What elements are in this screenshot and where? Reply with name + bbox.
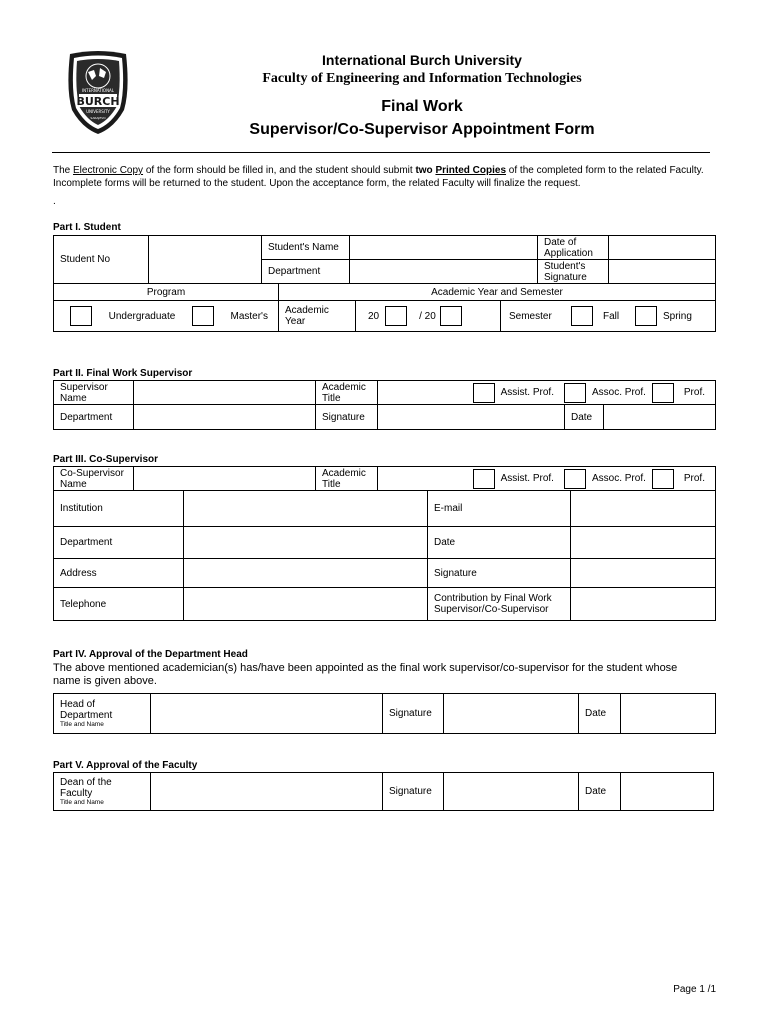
sup-prof-checkbox[interactable] bbox=[652, 383, 674, 403]
undergraduate-checkbox[interactable] bbox=[70, 306, 92, 326]
supervisor-department-field[interactable] bbox=[134, 405, 316, 430]
address-field[interactable] bbox=[184, 559, 428, 588]
dean-signature-field[interactable] bbox=[444, 773, 579, 811]
undergraduate-label: Undergraduate bbox=[108, 310, 176, 322]
cosup-prof-label: Prof. bbox=[683, 473, 705, 484]
head-signature-label: Signature bbox=[383, 694, 444, 734]
student-table bbox=[53, 235, 716, 284]
students-name-label: Student's Name bbox=[262, 236, 350, 260]
institution-label: Institution bbox=[54, 491, 184, 527]
dean-date-label: Date bbox=[579, 773, 621, 811]
supervisor-title-label: Academic Title bbox=[316, 381, 378, 405]
date-of-application-label: Date of Application bbox=[538, 236, 609, 260]
head-date-label: Date bbox=[579, 694, 621, 734]
cosupervisor-name-field[interactable] bbox=[134, 467, 316, 491]
cosup-assist-prof-label: Assist. Prof. bbox=[500, 473, 554, 484]
faculty-dean-table bbox=[53, 772, 714, 811]
form-title: Final Work bbox=[381, 98, 463, 115]
student-signature-field[interactable] bbox=[609, 260, 716, 284]
contribution-field[interactable] bbox=[571, 588, 716, 621]
year-start-field[interactable] bbox=[385, 306, 407, 326]
part2-heading: Part II. Final Work Supervisor bbox=[53, 368, 193, 379]
email-field[interactable] bbox=[571, 491, 716, 527]
supervisor-signature-label: Signature bbox=[316, 405, 378, 430]
university-name: International Burch University bbox=[322, 52, 522, 68]
supervisor-table bbox=[53, 380, 716, 430]
semester-label: Semester bbox=[509, 310, 552, 322]
cosup-assoc-prof-checkbox[interactable] bbox=[564, 469, 586, 489]
masters-checkbox[interactable] bbox=[192, 306, 214, 326]
year-prefix-1: 20 bbox=[368, 310, 380, 322]
dean-date-field[interactable] bbox=[621, 773, 714, 811]
spring-label: Spring bbox=[663, 310, 692, 322]
cosup-department-field[interactable] bbox=[184, 527, 428, 559]
year-end-field[interactable] bbox=[440, 306, 462, 326]
head-date-field[interactable] bbox=[621, 694, 716, 734]
supervisor-department-label: Department bbox=[54, 405, 134, 430]
university-logo bbox=[64, 50, 132, 136]
supervisor-name-field[interactable] bbox=[134, 381, 316, 405]
cosup-prof-checkbox[interactable] bbox=[652, 469, 674, 489]
sup-prof-label: Prof. bbox=[683, 387, 706, 398]
sup-assoc-prof-checkbox[interactable] bbox=[564, 383, 586, 403]
dean-field[interactable] bbox=[151, 773, 383, 811]
page-number: Page 1 /1 bbox=[673, 984, 716, 995]
student-no-field[interactable] bbox=[149, 236, 262, 284]
year-semester-label: Academic Year and Semester bbox=[279, 284, 716, 301]
institution-field[interactable] bbox=[184, 491, 428, 527]
head-signature-field[interactable] bbox=[444, 694, 579, 734]
fall-label: Fall bbox=[603, 310, 620, 322]
cosup-date-label: Date bbox=[428, 527, 571, 559]
faculty-name: Faculty of Engineering and Information Technologies bbox=[262, 71, 582, 86]
department-field[interactable] bbox=[350, 260, 538, 284]
cosup-assoc-prof-label: Assoc. Prof. bbox=[591, 473, 646, 484]
fall-checkbox[interactable] bbox=[571, 306, 593, 326]
telephone-field[interactable] bbox=[184, 588, 428, 621]
dean-signature-label: Signature bbox=[383, 773, 444, 811]
part5-heading: Part V. Approval of the Faculty bbox=[53, 760, 198, 771]
supervisor-signature-field[interactable] bbox=[378, 405, 565, 430]
program-table bbox=[53, 283, 716, 332]
sup-assist-prof-label: Assist. Prof. bbox=[500, 387, 554, 398]
header-divider bbox=[52, 152, 710, 153]
telephone-label: Telephone bbox=[54, 588, 184, 621]
shield-logo-icon bbox=[64, 50, 132, 136]
intro-dot: . bbox=[53, 196, 56, 207]
cosupervisor-details-table bbox=[53, 490, 716, 621]
cosup-signature-label: Signature bbox=[428, 559, 571, 588]
cosup-department-label: Department bbox=[54, 527, 184, 559]
part4-heading: Part IV. Approval of the Department Head bbox=[53, 649, 248, 660]
date-of-application-field[interactable] bbox=[609, 236, 716, 260]
cosup-date-field[interactable] bbox=[571, 527, 716, 559]
svg-text:SARAJEVO: SARAJEVO bbox=[90, 116, 106, 120]
form-subtitle: Supervisor/Co-Supervisor Appointment Form bbox=[249, 121, 595, 138]
cosupervisor-title-table bbox=[53, 466, 716, 491]
head-of-department-label: Head of Department Title and Name bbox=[54, 694, 151, 734]
department-head-table bbox=[53, 693, 716, 734]
student-no-label: Student No bbox=[54, 236, 149, 284]
cosupervisor-name-label: Co-Supervisor Name bbox=[54, 467, 134, 491]
student-signature-label: Student's Signature bbox=[538, 260, 609, 284]
program-label: Program bbox=[54, 284, 279, 301]
cosup-assist-prof-checkbox[interactable] bbox=[473, 469, 495, 489]
supervisor-date-field[interactable] bbox=[604, 405, 716, 430]
intro-text: The Electronic Copy of the form should be filled in, and the student should submit two Printed Copies of the completed form to the related Faculty. Incomplete forms will be returned to the student. Upon the acceptance form, the related Faculty will finalize the request. bbox=[53, 165, 704, 189]
supervisor-name-label: Supervisor Name bbox=[54, 381, 134, 405]
cosupervisor-title-label: Academic Title bbox=[316, 467, 378, 491]
dean-label: Dean of the Faculty Title and Name bbox=[54, 773, 151, 811]
department-label: Department bbox=[262, 260, 350, 284]
part4-text: The above mentioned academician(s) has/have been appointed as the final work supervisor/co-supervisor for the student whose name is given above. bbox=[53, 662, 678, 687]
supervisor-date-label: Date bbox=[565, 405, 604, 430]
address-label: Address bbox=[54, 559, 184, 588]
part1-heading: Part I. Student bbox=[53, 222, 121, 233]
academic-year-label: Academic Year bbox=[285, 305, 329, 327]
part3-heading: Part III. Co-Supervisor bbox=[53, 454, 159, 465]
svg-text:BURCH: BURCH bbox=[76, 95, 120, 108]
cosup-signature-field[interactable] bbox=[571, 559, 716, 588]
students-name-field[interactable] bbox=[350, 236, 538, 260]
spring-checkbox[interactable] bbox=[635, 306, 657, 326]
svg-text:UNIVERSITY: UNIVERSITY bbox=[86, 109, 110, 114]
head-of-department-field[interactable] bbox=[151, 694, 383, 734]
sup-assoc-prof-label: Assoc. Prof. bbox=[591, 387, 646, 398]
year-prefix-2: / 20 bbox=[419, 310, 436, 322]
masters-label: Master's bbox=[230, 310, 268, 322]
email-label: E-mail bbox=[428, 491, 571, 527]
contribution-label: Contribution by Final Work Supervisor/Co-Supervisor bbox=[428, 588, 571, 621]
sup-assist-prof-checkbox[interactable] bbox=[473, 383, 495, 403]
electronic-copy-text: Electronic Copy bbox=[73, 165, 144, 176]
svg-text:INTERNATIONAL: INTERNATIONAL bbox=[81, 88, 115, 93]
